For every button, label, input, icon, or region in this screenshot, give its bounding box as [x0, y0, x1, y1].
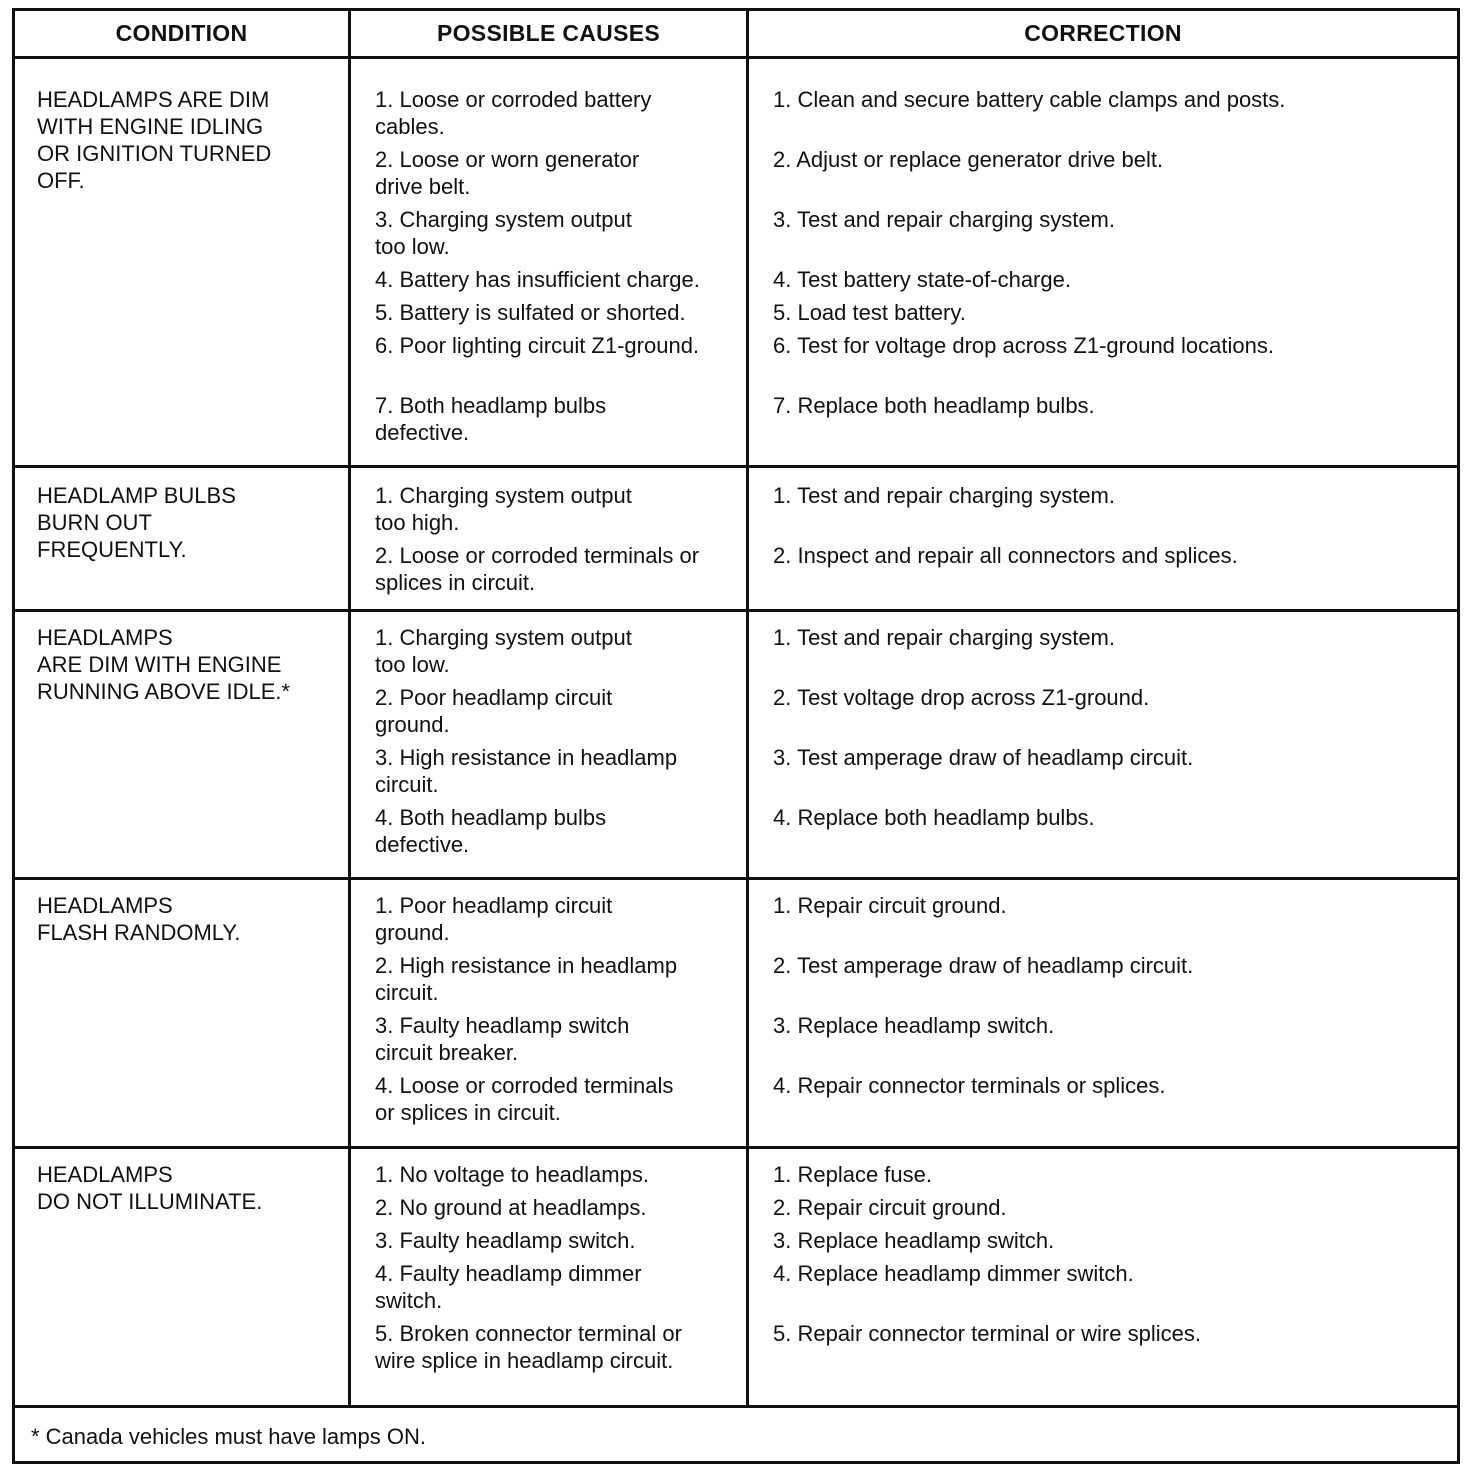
table-row — [15, 880, 1457, 1149]
cause-item: 1. Charging system output too low. — [375, 625, 632, 677]
correction-item: 3. Replace headlamp switch. — [773, 1228, 1055, 1253]
corrections-cell — [749, 1149, 1457, 1405]
cause-item: 1. Loose or corroded battery cables. — [375, 87, 652, 139]
cause-item: 3. Charging system output too low. — [375, 207, 632, 259]
cause-item: 4. Loose or corroded terminals or splices in circuit. — [375, 1073, 674, 1125]
cause-item: 4. Battery has insufficient charge. — [375, 267, 700, 292]
correction-item: 1. Test and repair charging system. — [773, 625, 1115, 650]
correction-item: 3. Test amperage draw of headlamp circuit. — [773, 745, 1194, 770]
correction-item: 2. Inspect and repair all connectors and splices. — [773, 543, 1238, 568]
table-row — [15, 1149, 1457, 1408]
correction-item: 1. Clean and secure battery cable clamps and posts. — [773, 87, 1286, 112]
condition-cell — [15, 880, 351, 1146]
cause-item: 3. Faulty headlamp switch. — [375, 1228, 636, 1253]
correction-item: 6. Test for voltage drop across Z1-ground locations. — [773, 333, 1274, 358]
corrections-cell — [749, 612, 1457, 877]
corrections-cell — [749, 468, 1457, 609]
header-correction: CORRECTION — [1024, 20, 1182, 46]
cause-item: 6. Poor lighting circuit Z1-ground. — [375, 333, 700, 358]
cause-item: 2. Poor headlamp circuit ground. — [375, 685, 613, 737]
table-header-row — [15, 11, 1457, 59]
correction-item: 4. Replace headlamp dimmer switch. — [773, 1261, 1134, 1286]
footnote-row — [15, 1411, 1457, 1461]
cause-item: 3. Faulty headlamp switch circuit breaker. — [375, 1013, 630, 1065]
cause-item: 3. High resistance in headlamp circuit. — [375, 745, 678, 797]
condition-text: HEADLAMPS ARE DIM WITH ENGINE RUNNING ABOVE IDLE.* — [37, 625, 291, 704]
correction-item: 2. Test amperage draw of headlamp circuit. — [773, 953, 1194, 978]
correction-item: 1. Replace fuse. — [773, 1162, 932, 1187]
cause-item: 2. Loose or corroded terminals or splices in circuit. — [375, 543, 700, 595]
table-row — [15, 468, 1457, 612]
cause-item: 4. Both headlamp bulbs defective. — [375, 805, 607, 857]
condition-text: HEADLAMPS FLASH RANDOMLY. — [37, 893, 241, 945]
cause-item: 1. Poor headlamp circuit ground. — [375, 893, 613, 945]
table-row — [15, 612, 1457, 880]
correction-item: 4. Replace both headlamp bulbs. — [773, 805, 1095, 830]
condition-text: HEADLAMP BULBS BURN OUT FREQUENTLY. — [37, 483, 236, 562]
cause-item: 2. Loose or worn generator drive belt. — [375, 147, 640, 199]
correction-item: 2. Repair circuit ground. — [773, 1195, 1007, 1220]
condition-cell — [15, 1149, 351, 1405]
condition-text: HEADLAMPS ARE DIM WITH ENGINE IDLING OR IGNITION TURNED OFF. — [37, 87, 272, 193]
cause-item: 5. Broken connector terminal or wire splice in headlamp circuit. — [375, 1321, 682, 1373]
diagnosis-table — [12, 8, 1460, 1464]
corrections-cell — [749, 59, 1457, 465]
cause-item: 5. Battery is sulfated or shorted. — [375, 300, 686, 325]
condition-cell — [15, 612, 351, 877]
causes-cell — [351, 1149, 749, 1405]
table-row — [15, 59, 1457, 468]
cause-item: 4. Faulty headlamp dimmer switch. — [375, 1261, 642, 1313]
correction-item: 1. Test and repair charging system. — [773, 483, 1115, 508]
cause-item: 1. No voltage to headlamps. — [375, 1162, 649, 1187]
cause-item: 1. Charging system output too high. — [375, 483, 632, 535]
cause-item: 7. Both headlamp bulbs defective. — [375, 393, 607, 445]
correction-item: 5. Load test battery. — [773, 300, 966, 325]
header-condition: CONDITION — [15, 11, 351, 56]
correction-item: 4. Test battery state-of-charge. — [773, 267, 1071, 292]
footnote-text: * Canada vehicles must have lamps ON. — [31, 1424, 426, 1449]
cause-item: 2. No ground at headlamps. — [375, 1195, 647, 1220]
correction-item: 3. Test and repair charging system. — [773, 207, 1115, 232]
condition-cell — [15, 59, 351, 465]
causes-cell — [351, 880, 749, 1146]
correction-item: 2. Adjust or replace generator drive belt. — [773, 147, 1164, 172]
correction-item: 1. Repair circuit ground. — [773, 893, 1007, 918]
causes-cell — [351, 612, 749, 877]
correction-item: 3. Replace headlamp switch. — [773, 1013, 1055, 1038]
correction-item: 5. Repair connector terminal or wire splices. — [773, 1321, 1201, 1346]
correction-item: 7. Replace both headlamp bulbs. — [773, 393, 1095, 418]
corrections-cell — [749, 880, 1457, 1146]
causes-cell — [351, 468, 749, 609]
causes-cell — [351, 59, 749, 465]
cause-item: 2. High resistance in headlamp circuit. — [375, 953, 678, 1005]
condition-text: HEADLAMPS DO NOT ILLUMINATE. — [37, 1162, 263, 1214]
header-possible-causes: POSSIBLE CAUSES — [351, 11, 749, 56]
condition-cell — [15, 468, 351, 609]
correction-item: 2. Test voltage drop across Z1-ground. — [773, 685, 1150, 710]
correction-item: 4. Repair connector terminals or splices. — [773, 1073, 1166, 1098]
